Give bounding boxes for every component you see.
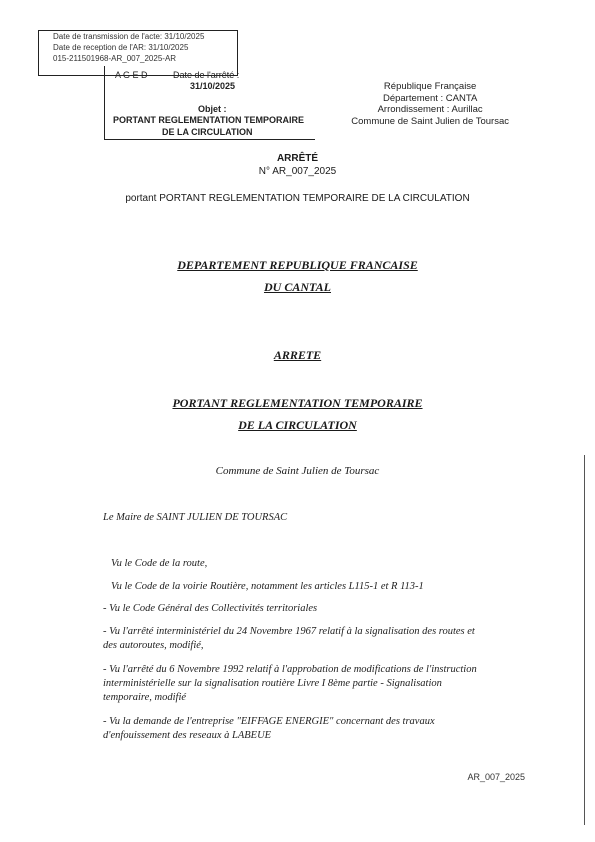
portant-heading: PORTANT REGLEMENTATION TEMPORAIRE	[172, 396, 423, 410]
stamp-line: Date de transmission de l'acte: 31/10/2025	[53, 32, 205, 41]
visa-line: - Vu le Code Général des Collectivités territoriales	[103, 603, 318, 614]
commune-heading: Commune de Saint Julien de Toursac	[215, 465, 380, 477]
agde-label: A G E D	[115, 70, 148, 80]
commune-line: Commune de Saint Julien de Toursac	[351, 115, 509, 127]
visa-line: - Vu l'arrêté du 6 Novembre 1992 relatif à l'approbation de modifications de l'instruction	[103, 664, 477, 675]
footer-reference: AR_007_2025	[467, 772, 525, 782]
visa-line: Vu le Code de la route,	[111, 558, 208, 569]
objet-line: DE LA CIRCULATION	[162, 127, 253, 137]
date-value: 31/10/2025	[190, 81, 236, 91]
arrete-subtitle: portant PORTANT REGLEMENTATION TEMPORAIRE DE LA CIRCULATION	[125, 193, 470, 204]
portant-heading: DE LA CIRCULATION	[238, 418, 357, 432]
visa-line: - Vu la demande de l'entreprise "EIFFAGE ENERGIE" concernant des travaux	[103, 716, 435, 727]
visa-line: d'enfouissement des reseaux à LABEUE	[103, 730, 272, 741]
maire-line: Le Maire de SAINT JULIEN DE TOURSAC	[103, 512, 288, 523]
visa-line: temporaire, modifié	[103, 692, 187, 703]
departement-title: DEPARTEMENT REPUBLIQUE FRANCAISE	[177, 258, 418, 272]
stamp-line: Date de reception de l'AR: 31/10/2025	[53, 43, 189, 52]
republique-block	[351, 81, 509, 127]
departement-title: DU CANTAL	[263, 280, 331, 294]
visa-line: interministérielle sur la signalisation routière Livre I 8ème partie - Signalisation	[103, 678, 442, 689]
republique-line: République Française	[383, 81, 477, 92]
stamp-line: 015-211501968-AR_007_2025-AR	[53, 54, 177, 63]
objet-label: Objet :	[198, 104, 227, 114]
scan-edge-line	[584, 455, 585, 825]
date-label: Date de l'arrêté :	[173, 70, 240, 80]
visa-line: Vu le Code de la voirie Routière, notamment les articles L115-1 et R 113-1	[111, 581, 424, 592]
arrete-number: N° AR_007_2025	[258, 166, 337, 177]
arrondissement-line: Arrondissement : Aurillac	[377, 104, 483, 115]
arrete-heading: ARRETE	[273, 348, 322, 362]
visa-line: des autoroutes, modifié,	[103, 640, 204, 651]
objet-line: PORTANT REGLEMENTATION TEMPORAIRE	[113, 115, 304, 125]
arrete-title: ARRÊTÉ	[276, 153, 319, 164]
visa-line: - Vu l'arrêté interministériel du 24 Novembre 1967 relatif à la signalisation des routes et	[103, 626, 475, 637]
departement-line: Département : CANTA	[382, 92, 478, 104]
